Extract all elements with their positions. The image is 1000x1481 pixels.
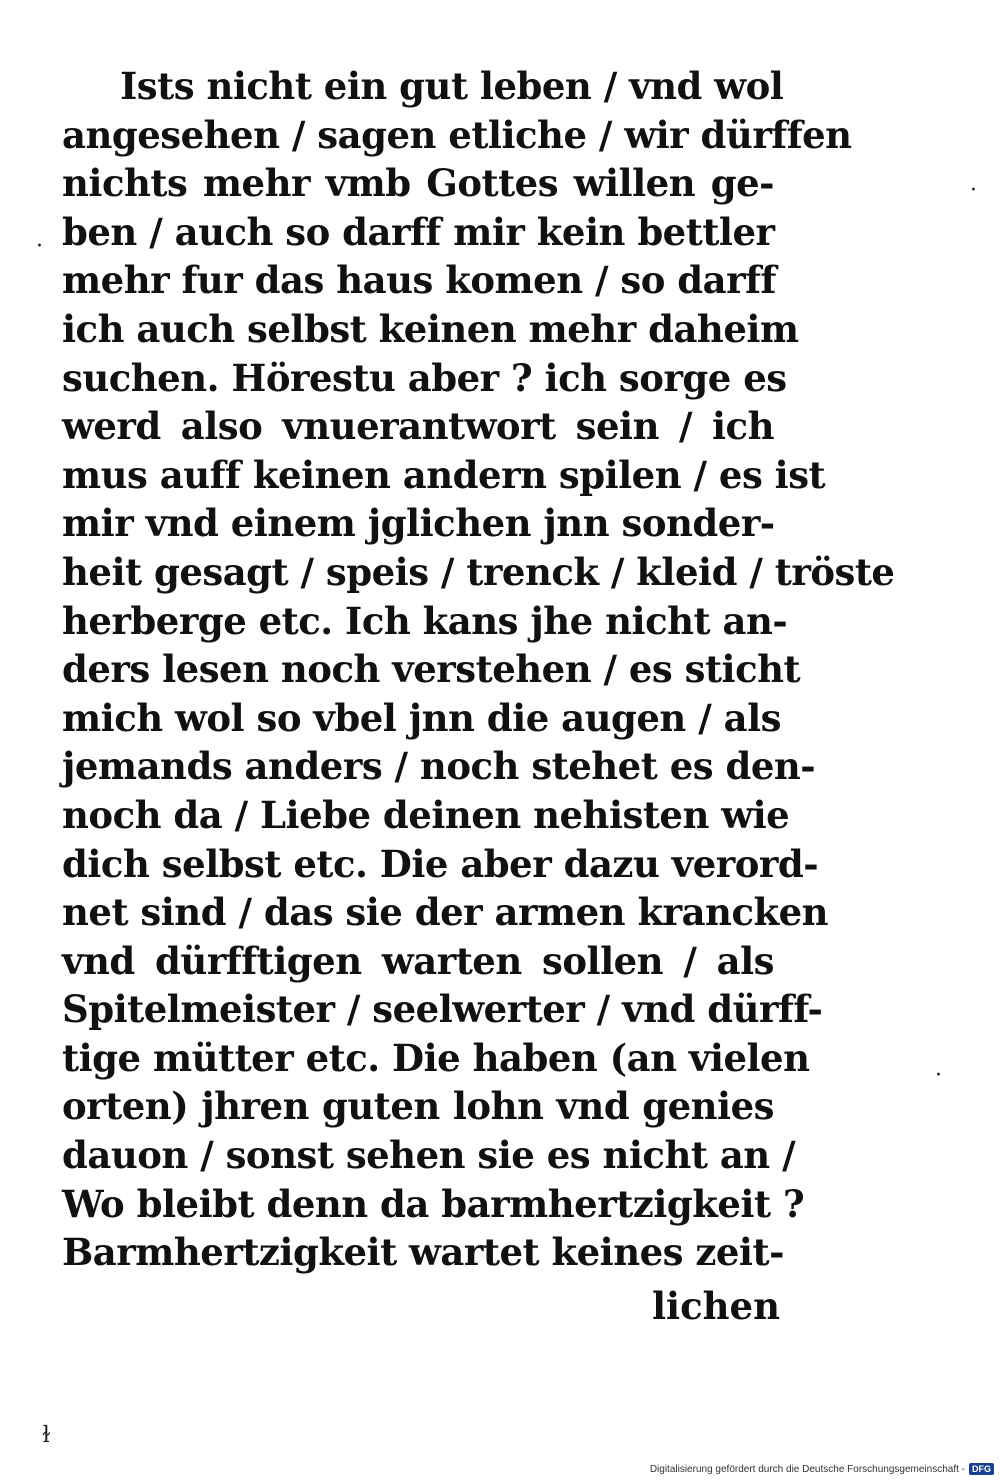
text-line: suchen. Hörestu aber ? ich sorge es [62, 355, 787, 400]
text-line: Wo bleibt denn da barmhertzigkeit ? [62, 1181, 805, 1226]
text-line: angesehen / sagen etliche / wir dürffen [62, 112, 852, 157]
text-line: dich selbst etc. Die aber dazu verord- [62, 841, 819, 886]
text-line: ders lesen noch verstehen / es sticht [62, 647, 801, 692]
scan-speck-mark: · [970, 178, 977, 203]
body-text [62, 62, 895, 1277]
text-line: orten) jhren guten lohn vnd genies [62, 1084, 774, 1129]
catchword: lichen [652, 1284, 780, 1328]
scan-speck-mark: ɫ [42, 1423, 51, 1448]
text-line: net sind / das sie der armen krancken [62, 890, 829, 935]
text-line: dauon / sonst sehen sie es nicht an / [62, 1133, 796, 1178]
text-line: jemands anders / noch stehet es den- [62, 744, 816, 789]
text-line: tige mütter etc. Die haben (an vielen [62, 1035, 810, 1080]
text-line: mehr fur das haus komen / so darff [62, 258, 776, 303]
scan-speck-mark: · [36, 234, 43, 259]
text-line: nichts mehr vmb Gottes willen ge- [62, 161, 774, 206]
text-line: Barmhertzigkeit wartet keines zeit- [62, 1230, 784, 1275]
text-line: mich wol so vbel jnn die augen / als [62, 695, 781, 740]
text-line: Spitelmeister / seelwerter / vnd dürff- [62, 987, 823, 1032]
text-line: mus auff keinen andern spilen / es ist [62, 452, 826, 497]
text-line: ben / auch so darff mir kein bettler [62, 209, 775, 254]
scan-speck-mark: · [935, 1063, 942, 1088]
text-line: vnd dürfftigen warten sollen / als [62, 938, 774, 983]
text-line: noch da / Liebe deinen nehisten wie [62, 792, 790, 837]
dfg-logo-icon: DFG [969, 1463, 994, 1475]
text-line: herberge etc. Ich kans jhe nicht an- [62, 598, 788, 643]
footer-text: Digitalisierung gefördert durch die Deutsche Forschungsgemeinschaft - [649, 1463, 965, 1475]
text-line: ich auch selbst keinen mehr daheim [62, 306, 799, 351]
text-line: mir vnd einem jglichen jnn sonder- [62, 501, 775, 546]
text-line: Ists nicht ein gut leben / vnd wol [120, 64, 784, 108]
text-line: heit gesagt / speis / trenck / kleid / tröste [62, 549, 895, 594]
digitization-footer [650, 1463, 994, 1475]
text-line: werd also vnuerantwort sein / ich [62, 404, 774, 449]
